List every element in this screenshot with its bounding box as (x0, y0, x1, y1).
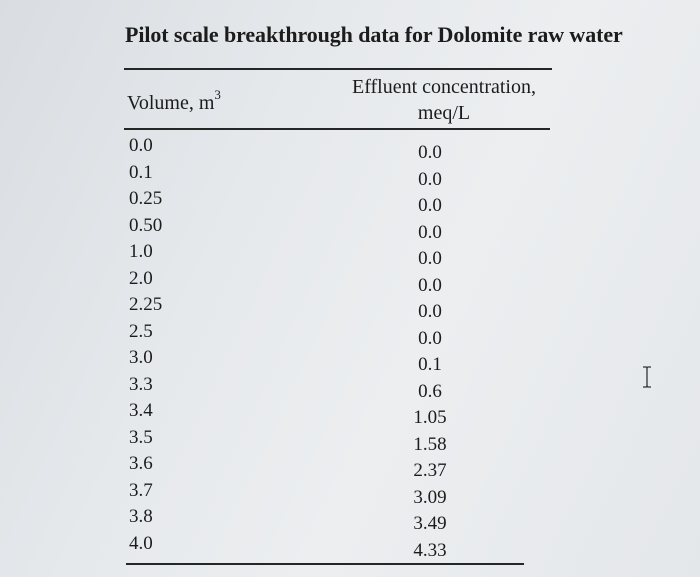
effluent-cell: 2.37 (413, 460, 447, 481)
text-cursor-icon (640, 366, 654, 388)
volume-cell: 1.0 (129, 241, 153, 262)
volume-cell: 3.7 (129, 479, 153, 501)
effluent-cell: 1.58 (413, 433, 447, 455)
effluent-cell: 0.0 (418, 327, 442, 349)
table-top-rule (124, 68, 552, 70)
effluent-column (380, 140, 480, 564)
volume-cell: 2.0 (129, 267, 153, 289)
volume-cell: 3.0 (129, 347, 153, 368)
table-bottom-rule (126, 563, 524, 565)
volume-header-superscript: 3 (214, 87, 221, 103)
volume-cell: 3.3 (129, 373, 153, 395)
effluent-cell: 0.0 (418, 248, 442, 269)
volume-cell: 3.6 (129, 453, 153, 474)
volume-cell: 2.5 (129, 320, 153, 342)
effluent-cell: 4.33 (413, 539, 447, 561)
effluent-cell: 3.49 (413, 513, 447, 534)
volume-cell: 0.1 (129, 161, 153, 183)
volume-column (129, 133, 162, 557)
volume-cell: 3.4 (129, 400, 153, 421)
effluent-header-line2: meq/L (417, 102, 471, 124)
effluent-column-header (330, 74, 558, 126)
effluent-cell: 1.05 (413, 407, 447, 428)
volume-column-header (127, 87, 221, 115)
effluent-cell: 0.0 (418, 221, 442, 243)
effluent-cell: 0.0 (418, 142, 442, 163)
effluent-cell: 0.0 (418, 195, 442, 216)
table-header-rule (124, 128, 550, 130)
volume-cell: 3.8 (129, 506, 153, 527)
effluent-header-line1: Effluent concentration, (351, 76, 536, 98)
volume-cell: 0.0 (129, 135, 153, 156)
table-title: Pilot scale breakthrough data for Dolomite raw water (125, 22, 623, 47)
effluent-cell: 0.6 (418, 380, 442, 402)
volume-cell: 0.25 (129, 188, 163, 209)
effluent-cell: 0.0 (418, 274, 442, 296)
effluent-cell: 0.0 (418, 301, 442, 322)
volume-cell: 3.5 (129, 426, 153, 448)
effluent-cell: 3.09 (413, 486, 447, 508)
volume-cell: 4.0 (129, 532, 153, 554)
volume-header-label: Volume, m (127, 92, 215, 114)
volume-cell: 0.50 (129, 214, 163, 236)
effluent-cell: 0.1 (418, 354, 442, 375)
volume-cell: 2.25 (129, 294, 163, 315)
effluent-cell: 0.0 (418, 168, 442, 190)
